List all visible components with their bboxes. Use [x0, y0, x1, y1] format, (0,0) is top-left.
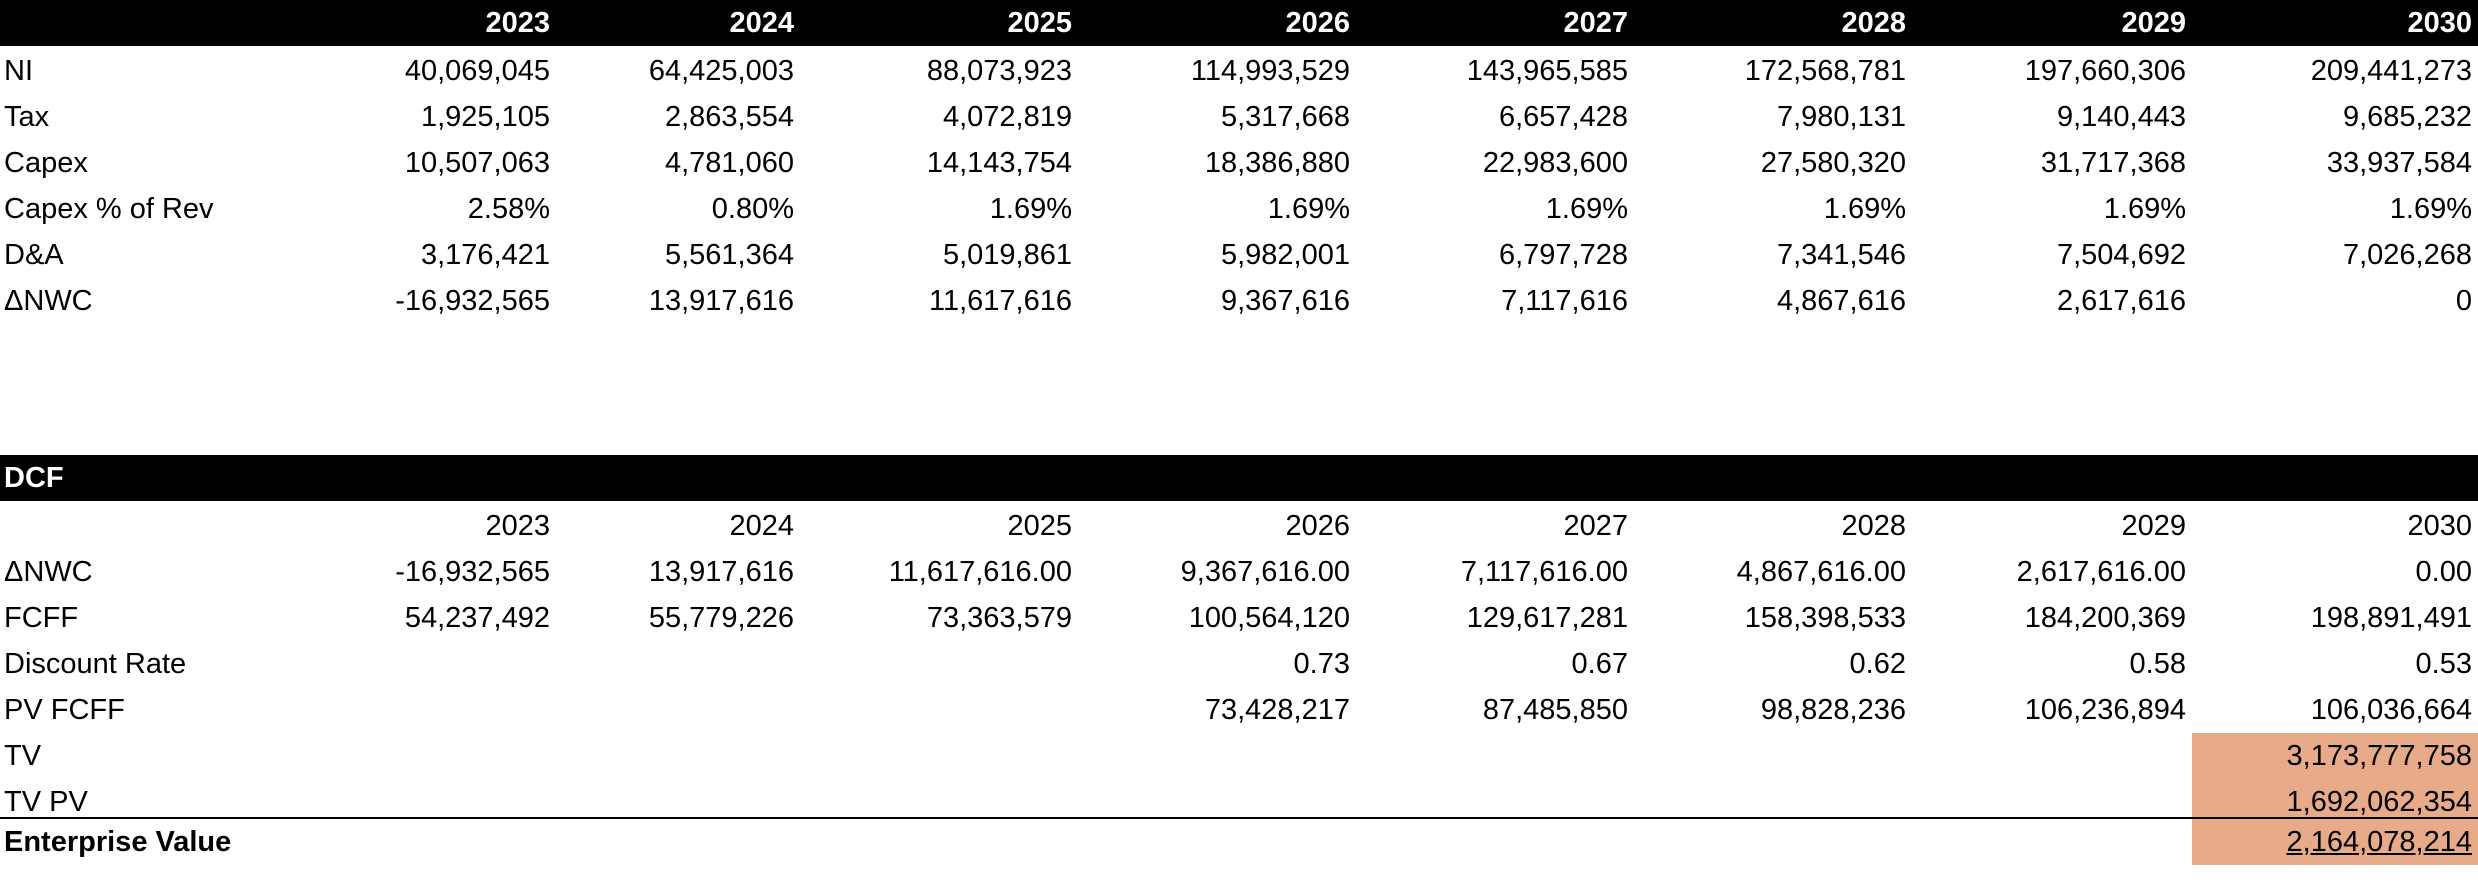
top-header-row [0, 0, 2478, 46]
table-cell[interactable]: 2,617,616 [2056, 285, 2186, 317]
dcf-section-title[interactable]: DCF [4, 462, 64, 494]
table-cell[interactable]: 0.80% [711, 193, 794, 225]
table-cell[interactable]: 64,425,003 [648, 55, 794, 87]
table-cell[interactable]: 13,917,616 [648, 285, 794, 317]
table-cell[interactable]: 4,867,616 [1776, 285, 1906, 317]
table-cell[interactable]: 2.58% [467, 193, 550, 225]
dcf-year-row [0, 503, 2478, 549]
table-cell[interactable]: 22,983,600 [1482, 147, 1628, 179]
enterprise-value-row [0, 819, 2478, 865]
table-cell[interactable]: 172,568,781 [1744, 55, 1906, 87]
table-row [0, 549, 2478, 595]
table-cell[interactable]: 54,237,492 [404, 602, 550, 634]
table-row [0, 641, 2478, 687]
row-label[interactable]: TV PV [4, 786, 88, 818]
table-cell[interactable]: 1.69% [989, 193, 1072, 225]
table-cell[interactable]: 7,117,616.00 [1460, 556, 1628, 588]
table-cell[interactable]: 10,507,063 [404, 147, 550, 179]
table-cell[interactable]: 9,685,232 [2342, 101, 2472, 133]
table-cell[interactable]: 5,019,861 [942, 239, 1072, 271]
row-label[interactable]: Discount Rate [4, 648, 187, 680]
table-cell[interactable]: 1.69% [2389, 193, 2472, 225]
table-cell[interactable]: 184,200,369 [2024, 602, 2186, 634]
table-cell[interactable]: 9,367,616 [1220, 285, 1350, 317]
dcf-year-2028[interactable]: 2028 [1841, 510, 1906, 542]
year-header-2027[interactable]: 2027 [1563, 7, 1628, 39]
dcf-header-row [0, 455, 2478, 501]
table-cell[interactable]: 5,561,364 [664, 239, 794, 271]
enterprise-value-label[interactable]: Enterprise Value [4, 826, 232, 858]
row-label[interactable]: NI [4, 55, 33, 87]
table-cell[interactable]: 6,797,728 [1498, 239, 1628, 271]
terminal-value-pv-cell[interactable]: 1,692,062,354 [2192, 779, 2478, 825]
table-row [0, 232, 2478, 278]
row-label[interactable]: ΔNWC [4, 285, 93, 317]
row-label[interactable]: D&A [4, 239, 64, 271]
table-cell[interactable]: 114,993,529 [1190, 55, 1350, 87]
table-cell[interactable]: 3,176,421 [420, 239, 550, 271]
terminal-value-cell[interactable]: 3,173,777,758 [2192, 733, 2478, 779]
row-label[interactable]: Tax [4, 101, 50, 133]
table-row [0, 48, 2478, 94]
table-cell[interactable]: 6,657,428 [1498, 101, 1628, 133]
table-cell[interactable]: 73,428,217 [1204, 694, 1350, 726]
table-cell[interactable]: 7,026,268 [2342, 239, 2472, 271]
table-cell[interactable]: 197,660,306 [2024, 55, 2186, 87]
table-row [0, 140, 2478, 186]
table-cell[interactable]: 4,781,060 [664, 147, 794, 179]
row-label[interactable]: ΔNWC [4, 556, 93, 588]
table-cell[interactable]: 4,867,616.00 [1736, 556, 1906, 588]
table-cell[interactable]: 5,982,001 [1220, 239, 1350, 271]
table-cell[interactable]: 0.00 [2415, 556, 2472, 588]
year-header-2023[interactable]: 2023 [485, 7, 550, 39]
row-label[interactable]: FCFF [4, 602, 79, 634]
table-cell[interactable]: 87,485,850 [1482, 694, 1628, 726]
table-cell[interactable]: 33,937,584 [2326, 147, 2472, 179]
table-cell[interactable]: 18,386,880 [1204, 147, 1350, 179]
year-header-2024[interactable]: 2024 [729, 7, 794, 39]
table-cell[interactable]: 143,965,585 [1466, 55, 1628, 87]
table-cell[interactable]: 9,367,616.00 [1180, 556, 1350, 588]
table-cell[interactable]: 0 [2455, 285, 2472, 317]
table-cell[interactable]: -16,932,565 [395, 285, 550, 317]
table-row [0, 278, 2478, 324]
dcf-year-2029[interactable]: 2029 [2121, 510, 2186, 542]
table-cell[interactable]: 158,398,533 [1744, 602, 1906, 634]
year-header-2026[interactable]: 2026 [1285, 7, 1350, 39]
table-cell[interactable]: 106,236,894 [2024, 694, 2186, 726]
table-cell[interactable]: 7,117,616 [1501, 285, 1628, 317]
table-cell[interactable]: 73,363,579 [926, 602, 1072, 634]
table-cell[interactable]: 55,779,226 [648, 602, 794, 634]
table-cell[interactable]: 7,341,546 [1776, 239, 1906, 271]
dcf-year-2027[interactable]: 2027 [1563, 510, 1628, 542]
table-cell[interactable]: 98,828,236 [1760, 694, 1906, 726]
table-row [0, 687, 2478, 733]
table-cell[interactable]: 1.69% [1267, 193, 1350, 225]
dcf-year-2030[interactable]: 2030 [2407, 510, 2472, 542]
year-header-2029[interactable]: 2029 [2121, 7, 2186, 39]
year-header-2028[interactable]: 2028 [1841, 7, 1906, 39]
table-cell[interactable]: 2,863,554 [664, 101, 794, 133]
dcf-year-2026[interactable]: 2026 [1285, 510, 1350, 542]
table-cell[interactable]: 11,617,616 [929, 285, 1072, 317]
table-cell[interactable]: 9,140,443 [2056, 101, 2186, 133]
table-cell[interactable]: 2,617,616.00 [2016, 556, 2186, 588]
table-cell[interactable]: 5,317,668 [1220, 101, 1350, 133]
table-cell[interactable]: 40,069,045 [404, 55, 550, 87]
table-cell[interactable]: 209,441,273 [2310, 55, 2472, 87]
table-cell[interactable]: 0.73 [1293, 648, 1350, 680]
row-label[interactable]: Capex [4, 147, 88, 179]
table-cell[interactable]: 129,617,281 [1466, 602, 1628, 634]
table-cell[interactable]: 1.69% [2103, 193, 2186, 225]
table-cell[interactable]: 1,925,105 [420, 101, 550, 133]
table-cell[interactable]: 7,980,131 [1776, 101, 1906, 133]
table-cell[interactable]: 0.62 [1849, 648, 1906, 680]
table-cell[interactable]: 88,073,923 [926, 55, 1072, 87]
table-cell[interactable]: 4,072,819 [942, 101, 1072, 133]
year-header-2030[interactable]: 2030 [2407, 7, 2472, 39]
table-cell[interactable]: 0.53 [2415, 648, 2472, 680]
table-cell[interactable]: -16,932,565 [395, 556, 550, 588]
enterprise-value-cell[interactable] [2192, 819, 2478, 865]
table-cell[interactable]: 14,143,754 [926, 147, 1072, 179]
table-cell[interactable]: 100,564,120 [1188, 602, 1350, 634]
table-row [0, 733, 2478, 779]
table-cell[interactable]: 106,036,664 [2310, 694, 2472, 726]
enterprise-value-amount: 2,164,078,214 [2286, 826, 2472, 858]
table-cell[interactable]: 0.58 [2129, 648, 2186, 680]
table-row [0, 595, 2478, 641]
table-row [0, 186, 2478, 232]
dcf-year-2025[interactable]: 2025 [1007, 510, 1072, 542]
table-cell[interactable]: 7,504,692 [2056, 239, 2186, 271]
table-cell[interactable]: 11,617,616.00 [888, 556, 1072, 588]
dcf-year-2023[interactable]: 2023 [485, 510, 550, 542]
table-cell[interactable]: 1.69% [1823, 193, 1906, 225]
year-header-2025[interactable]: 2025 [1007, 7, 1072, 39]
table-cell[interactable]: 198,891,491 [2310, 602, 2472, 634]
dcf-year-2024[interactable]: 2024 [729, 510, 794, 542]
table-cell[interactable]: 0.67 [1571, 648, 1628, 680]
table-cell[interactable]: 27,580,320 [1760, 147, 1906, 179]
row-label[interactable]: Capex % of Rev [4, 193, 214, 225]
table-cell[interactable]: 1.69% [1545, 193, 1628, 225]
table-cell[interactable]: 13,917,616 [648, 556, 794, 588]
row-label[interactable]: TV [4, 740, 42, 772]
table-cell[interactable]: 31,717,368 [2040, 147, 2186, 179]
row-label[interactable]: PV FCFF [4, 694, 125, 726]
table-row [0, 94, 2478, 140]
